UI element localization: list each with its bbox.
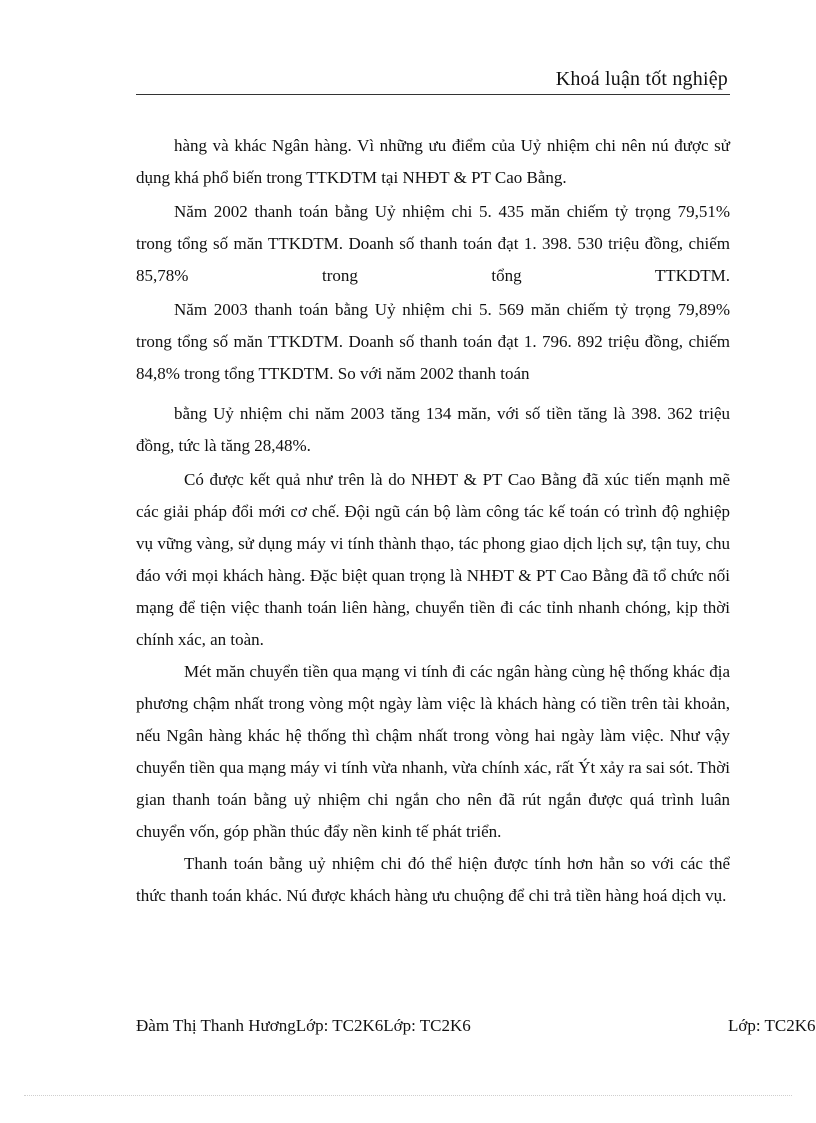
document-body (136, 130, 730, 912)
header-title: Khoá luận tốt nghiệp (555, 68, 728, 90)
paragraph-7: Thanh toán bằng uỷ nhiệm chi đó thể hiện được tính hơn hẳn so với các thể thức thanh toán khác. Nú được khách hàng ưu chuộng để chi trả tiền hàng hoá dịch vụ. (136, 854, 730, 905)
paragraph-6: Mét măn chuyển tiền qua mạng vi tính đi các ngân hàng cùng hệ thống khác địa phương chậm nhất trong vòng một ngày làm việc là khách hàng có tiền trên tài khoản, nếu Ngân hàng khác hệ thống thì chậm nhất trong vòng hai ngày làm việc. Như vậy chuyển tiền qua mạng máy vi tính vừa nhanh, vừa chính xác, rất Ýt xảy ra sai sót. Thời gian thanh toán bằng uỷ nhiệm chi ngắn cho nên đã rút ngắn được quá trình luân chuyển vốn, góp phần thúc đẩy nền kinh tế phát triển. (136, 662, 730, 841)
paragraph-4: bằng Uỷ nhiệm chi năm 2003 tăng 134 măn, với số tiền tăng là 398. 362 triệu đồng, tức là tăng 28,48%. (136, 404, 730, 455)
paragraph-1: hàng và khác Ngân hàng. Vì những ưu điểm của Uỷ nhiệm chi nên nú được sử dụng khá phổ biến trong TTKDTM tại NHĐT & PT Cao Bằng. (136, 136, 730, 187)
paragraph-5: Có được kết quả như trên là do NHĐT & PT Cao Bằng đã xúc tiến mạnh mẽ các giải pháp đổi mới cơ chế. Đội ngũ cán bộ làm công tác kế toán có trình độ nghiệp vụ vững vàng, sử dụng máy vi tính thành thạo, tác phong giao dịch lịch sự, tận tuy, chu đáo với mọi khách hàng. Đặc biệt quan trọng là NHĐT & PT Cao Bằng đã tổ chức nối mạng để tiện việc thanh toán liên hàng, chuyển tiền đi các tỉnh nhanh chóng, kịp thời chính xác, an toàn. (136, 470, 730, 649)
header-divider (136, 94, 730, 95)
footer-author-class: Đàm Thị Thanh HươngLớp: TC2K6Lớp: TC2K6 (136, 1016, 471, 1035)
paragraph-2: Năm 2002 thanh toán bằng Uỷ nhiệm chi 5. 435 măn chiếm tỷ trọng 79,51% trong tổng số măn TTKDTM. Doanh số thanh toán đạt 1. 398. 530 triệu đồng, chiếm 85,78% trong tổng TTKDTM. (136, 202, 730, 285)
page-bottom-divider (24, 1095, 792, 1096)
paragraph-3: Năm 2003 thanh toán bằng Uỷ nhiệm chi 5. 569 măn chiếm tỷ trọng 79,89% trong tổng số măn TTKDTM. Doanh số thanh toán đạt 1. 796. 892 triệu đồng, chiếm 84,8% trong tổng TTKDTM. So với năm 2002 thanh toán (136, 300, 730, 383)
footer-class: Lớp: TC2K6 (728, 1016, 816, 1035)
